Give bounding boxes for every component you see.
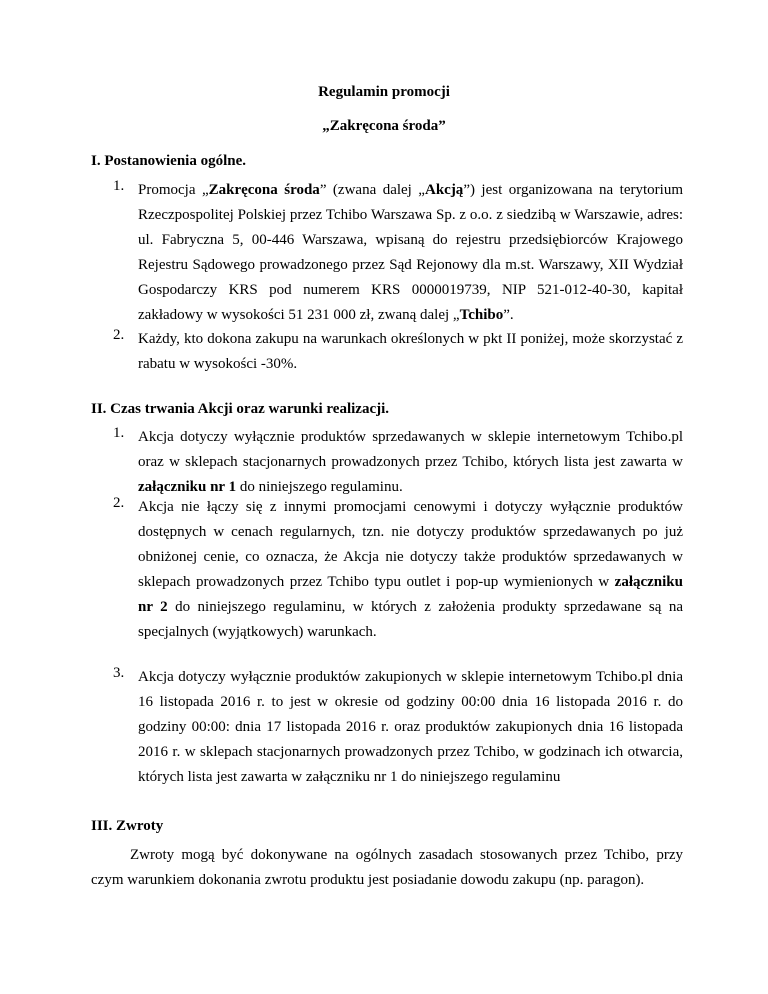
- item-number: 3.: [113, 665, 125, 681]
- item-number: 1.: [113, 425, 125, 441]
- list-item: [113, 425, 683, 500]
- list-item: [113, 327, 683, 377]
- item-number: 1.: [113, 178, 125, 194]
- list-item: [113, 665, 683, 790]
- section-heading-general-provisions: I. Postanowienia ogólne.: [91, 153, 247, 169]
- promotion-name: „Zakręcona środa”: [322, 118, 446, 134]
- item-text: Promocja „Zakręcona środa” (zwana dalej „Akcją”) jest organizowana na terytorium Rzeczpospolitej Polskiej przez Tchibo Warszawa Sp. z o.o. z siedzibą w Warszawie, adres: ul. Fabryczna 5, 00-446 Warszawa, wpisaną do rejestru przedsiębiorców Krajowego Rejestru Sądowego prowadzonego przez Sąd Rejonowy dla m.st. Warszawy, XII Wydział Gospodarczy KRS pod numerem KRS 0000019739, NIP 521-012-40-30, kapitał zakładowy w wysokości 51 231 000 zł, zwaną dalej „Tchibo”.: [138, 182, 683, 323]
- item-number: 2.: [113, 327, 125, 343]
- document-title: Regulamin promocji: [318, 84, 450, 100]
- returns-paragraph: Zwroty mogą być dokonywane na ogólnych zasadach stosowanych przez Tchibo, przy czym warunkiem dokonania zwrotu produktu jest posiadanie dowodu zakupu (np. paragon).: [91, 847, 683, 888]
- item-text: Każdy, kto dokona zakupu na warunkach określonych w pkt II poniżej, może skorzystać z rabatu w wysokości -30%.: [138, 331, 683, 372]
- item-number: 2.: [113, 495, 125, 511]
- section-heading-returns: III. Zwroty: [91, 818, 164, 834]
- item-text: Akcja dotyczy wyłącznie produktów zakupionych w sklepie internetowym Tchibo.pl dnia 16 listopada 2016 r. to jest w okresie od godziny 00:00 dnia 16 listopada 2016 r. do godziny 00:00: dnia 17 listopada 2016 r. oraz produktów zakupionych dnia 16 listopada 2016 r. w sklepach stacjonarnych prowadzonych przez Tchibo, w godzinach ich otwarcia, których lista jest zawarta w załączniku nr 1 do niniejszego regulaminu: [138, 669, 683, 785]
- item-text: Akcja dotyczy wyłącznie produktów sprzedawanych w sklepie internetowym Tchibo.pl oraz w sklepach stacjonarnych prowadzonych przez Tchibo, których lista jest zawarta w załączniku nr 1 do niniejszego regulaminu.: [138, 429, 683, 495]
- section-heading-duration-conditions: II. Czas trwania Akcji oraz warunki realizacji.: [91, 401, 390, 417]
- list-item: [113, 178, 683, 328]
- item-text: Akcja nie łączy się z innymi promocjami cenowymi i dotyczy wyłącznie produktów dostępnych w cenach regularnych, tzn. nie dotyczy produktów sprzedawanych po już obniżonej cenie, co oznacza, że Akcja nie dotyczy także produktów sprzedawanych w sklepach prowadzonych przez Tchibo typu outlet i pop-up wymienionych w załączniku nr 2 do niniejszego regulaminu, w których z założenia produkty sprzedawane są na specjalnych (wyjątkowych) warunkach.: [138, 499, 683, 640]
- list-item: [113, 495, 683, 645]
